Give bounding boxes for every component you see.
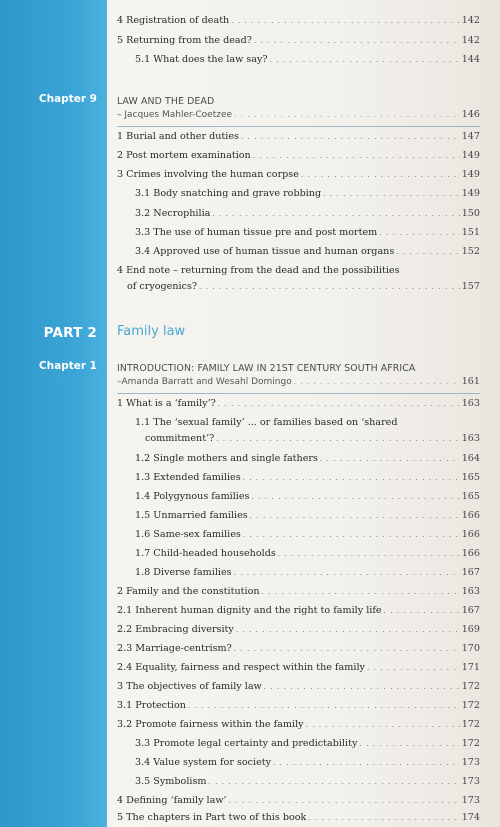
toc-entry[interactable]	[135, 490, 480, 504]
dot-leader	[253, 149, 460, 163]
dot-leader	[188, 699, 460, 713]
dot-leader	[262, 585, 460, 599]
dot-leader	[254, 34, 460, 48]
dot-leader	[229, 794, 460, 808]
toc-entry-page: 172	[461, 700, 480, 711]
toc-entry-title: 1.7 Child-headed households	[135, 548, 276, 559]
toc-entry[interactable]	[135, 509, 480, 523]
chapter-9-title: LAW AND THE DEAD	[117, 96, 215, 107]
toc-entry[interactable]	[117, 680, 480, 694]
toc-entry[interactable]	[135, 207, 480, 221]
toc-entry[interactable]	[117, 699, 480, 713]
toc-entry[interactable]	[117, 34, 480, 48]
toc-entry-title: 3.3 Promote legal certainty and predictability	[135, 738, 358, 749]
toc-entry-title: 3.4 Approved use of human tissue and human organs	[135, 246, 395, 257]
toc-entry[interactable]	[117, 794, 480, 808]
toc-entry[interactable]	[135, 452, 480, 466]
toc-entry[interactable]	[135, 566, 480, 580]
chapter-1-label: Chapter 1	[38, 360, 97, 372]
toc-entry-title: 1.3 Extended families	[135, 472, 241, 483]
toc-entry-page: 174	[461, 812, 480, 823]
toc-entry-title: 2.3 Marriage-centrism?	[117, 643, 232, 654]
dot-leader	[270, 53, 460, 67]
toc-entry-title: 1 What is a ‘family’?	[117, 398, 216, 409]
toc-entry-title: 3.1 Body snatching and grave robbing	[135, 188, 322, 199]
author-page: 161	[461, 376, 480, 387]
author-page: 146	[461, 109, 480, 120]
dot-leader	[323, 187, 460, 201]
toc-entry-title: 3 Crimes involving the human corpse	[117, 169, 299, 180]
toc-entry[interactable]	[135, 187, 480, 201]
toc-entry-page: 166	[461, 548, 480, 559]
author-name: –Amanda Barratt and Wesahl Domingo	[117, 377, 292, 387]
toc-entry[interactable]	[135, 528, 480, 542]
toc-entry-page: 165	[461, 491, 480, 502]
toc-entry-page: 147	[461, 131, 480, 142]
toc-entry-title: 5 Returning from the dead?	[117, 35, 252, 46]
divider	[117, 393, 480, 394]
toc-entry[interactable]	[135, 775, 480, 789]
toc-entry[interactable]	[117, 642, 480, 656]
toc-entry-page: 170	[461, 643, 480, 654]
toc-entry-title: 3.2 Necrophilia	[135, 208, 211, 219]
toc-entry[interactable]	[145, 432, 480, 446]
toc-entry-page: 172	[461, 719, 480, 730]
toc-entry-page: 167	[461, 605, 480, 616]
toc-entry[interactable]	[117, 14, 480, 28]
dot-leader	[301, 168, 460, 182]
toc-entry-title: 2.1 Inherent human dignity and the right to family life	[117, 605, 382, 616]
toc-entry[interactable]	[117, 811, 480, 825]
sidebar-band	[0, 0, 107, 827]
dot-leader	[243, 528, 460, 542]
toc-entry-page: 157	[461, 281, 480, 292]
dot-leader	[250, 509, 460, 523]
toc-entry-title: 4 Defining ‘family law’	[117, 795, 227, 806]
dot-leader	[359, 737, 459, 751]
toc-entry-page: 144	[461, 54, 480, 65]
dot-leader	[236, 623, 460, 637]
toc-entry[interactable]	[117, 585, 480, 599]
toc-entry-page: 149	[461, 188, 480, 199]
toc-entry[interactable]	[117, 168, 480, 182]
dot-leader	[278, 547, 460, 561]
toc-entry[interactable]	[117, 604, 480, 618]
dot-leader	[241, 130, 460, 144]
dot-leader	[379, 226, 459, 240]
chapter-9-author[interactable]	[117, 109, 480, 123]
chapter-9-label: Chapter 9	[38, 93, 97, 105]
toc-entry-page: 142	[461, 15, 480, 26]
toc-entry-page: 173	[461, 757, 480, 768]
toc-entry-title: 3.1 Protection	[117, 700, 186, 711]
toc-entry-title: 2 Post mortem examination	[117, 150, 251, 161]
toc-entry-title: 3.3 The use of human tissue pre and post mortem	[135, 227, 378, 238]
toc-entry-title: 1.2 Single mothers and single fathers	[135, 453, 318, 464]
toc-entry-title: 2 Family and the constitution	[117, 586, 260, 597]
toc-entry-page: 171	[461, 662, 480, 673]
dot-leader	[199, 280, 460, 294]
toc-entry-page: 150	[461, 208, 480, 219]
toc-entry-page: 165	[461, 472, 480, 483]
dot-leader	[234, 111, 460, 119]
toc-entry-page: 152	[461, 246, 480, 257]
dot-leader	[320, 452, 460, 466]
toc-entry-page: 172	[461, 738, 480, 749]
toc-entry[interactable]	[117, 718, 480, 732]
toc-entry-title: 1.6 Same-sex families	[135, 529, 241, 540]
toc-entry-page: 164	[461, 453, 480, 464]
toc-entry-title[interactable]: 4 End note – returning from the dead and the possibilities	[117, 265, 400, 276]
toc-entry-title: 5 The chapters in Part two of this book	[117, 812, 307, 823]
chapter-1-title: INTRODUCTION: FAMILY LAW IN 21ST CENTURY SOUTH AFRICA	[117, 363, 416, 374]
toc-entry-page: 149	[461, 169, 480, 180]
dot-leader	[208, 775, 459, 789]
toc-entry-page: 169	[461, 624, 480, 635]
toc-entry-page: 163	[461, 433, 480, 444]
toc-entry[interactable]	[117, 397, 480, 411]
toc-entry-title: 3 The objectives of family law	[117, 681, 262, 692]
dot-leader	[234, 566, 460, 580]
toc-entry-page: 142	[461, 35, 480, 46]
dot-leader	[212, 207, 459, 221]
toc-entry-title: commitment’?	[145, 433, 215, 444]
toc-entry[interactable]	[135, 245, 480, 259]
dot-leader	[243, 471, 460, 485]
toc-page	[107, 0, 500, 827]
dot-leader	[231, 14, 459, 28]
toc-entry-page: 172	[461, 681, 480, 692]
chapter-1-author[interactable]	[117, 376, 480, 390]
toc-entry[interactable]	[135, 471, 480, 485]
dot-leader	[384, 604, 460, 618]
toc-entry[interactable]	[135, 226, 480, 240]
toc-entry-title: 3.5 Symbolism	[135, 776, 207, 787]
toc-entry-page: 149	[461, 150, 480, 161]
toc-entry-title[interactable]: 1.1 The ‘sexual family’ ... or families based on ‘shared	[135, 417, 398, 428]
toc-entry-page: 163	[461, 586, 480, 597]
toc-entry[interactable]	[135, 547, 480, 561]
dot-leader	[234, 642, 460, 656]
dot-leader	[396, 245, 459, 259]
toc-entry-page: 151	[461, 227, 480, 238]
toc-entry-page: 167	[461, 567, 480, 578]
toc-entry-title: 2.4 Equality, fairness and respect within the family	[117, 662, 365, 673]
toc-entry-title: 1 Burial and other duties	[117, 131, 239, 142]
toc-entry-page: 163	[461, 398, 480, 409]
author-name: – Jacques Mahler-Coetzee	[117, 110, 233, 120]
toc-entry[interactable]	[135, 737, 480, 751]
toc-entry-page: 173	[461, 795, 480, 806]
toc-entry-page: 173	[461, 776, 480, 787]
toc-entry-title: 3.2 Promote fairness within the family	[117, 719, 304, 730]
part-2-label: PART 2	[43, 325, 97, 341]
toc-entry-title: 5.1 What does the law say?	[135, 54, 268, 65]
dot-leader	[251, 490, 459, 504]
toc-entry-page: 166	[461, 510, 480, 521]
dot-leader	[216, 432, 459, 446]
dot-leader	[218, 397, 460, 411]
dot-leader	[306, 718, 460, 732]
toc-entry-page: 166	[461, 529, 480, 540]
toc-entry-title: 2.2 Embracing diversity	[117, 624, 234, 635]
dot-leader	[308, 811, 459, 825]
toc-entry-title: 3.4 Value system for society	[135, 757, 272, 768]
dot-leader	[294, 378, 460, 386]
toc-entry-title: 1.4 Polygynous families	[135, 491, 250, 502]
toc-entry-title: 1.5 Unmarried families	[135, 510, 248, 521]
toc-entry-title: of cryogenics?	[127, 281, 198, 292]
dot-leader	[264, 680, 460, 694]
toc-entry[interactable]	[117, 623, 480, 637]
toc-entry[interactable]	[127, 280, 480, 294]
divider	[117, 126, 480, 127]
toc-entry[interactable]	[135, 756, 480, 770]
dot-leader	[273, 756, 460, 770]
toc-entry-title: 4 Registration of death	[117, 15, 230, 26]
part-2-title: Family law	[117, 324, 186, 339]
toc-entry[interactable]	[117, 130, 480, 144]
toc-entry[interactable]	[135, 53, 480, 67]
toc-entry[interactable]	[117, 661, 480, 675]
toc-entry-title: 1.8 Diverse families	[135, 567, 232, 578]
toc-entry[interactable]	[117, 149, 480, 163]
dot-leader	[367, 661, 460, 675]
